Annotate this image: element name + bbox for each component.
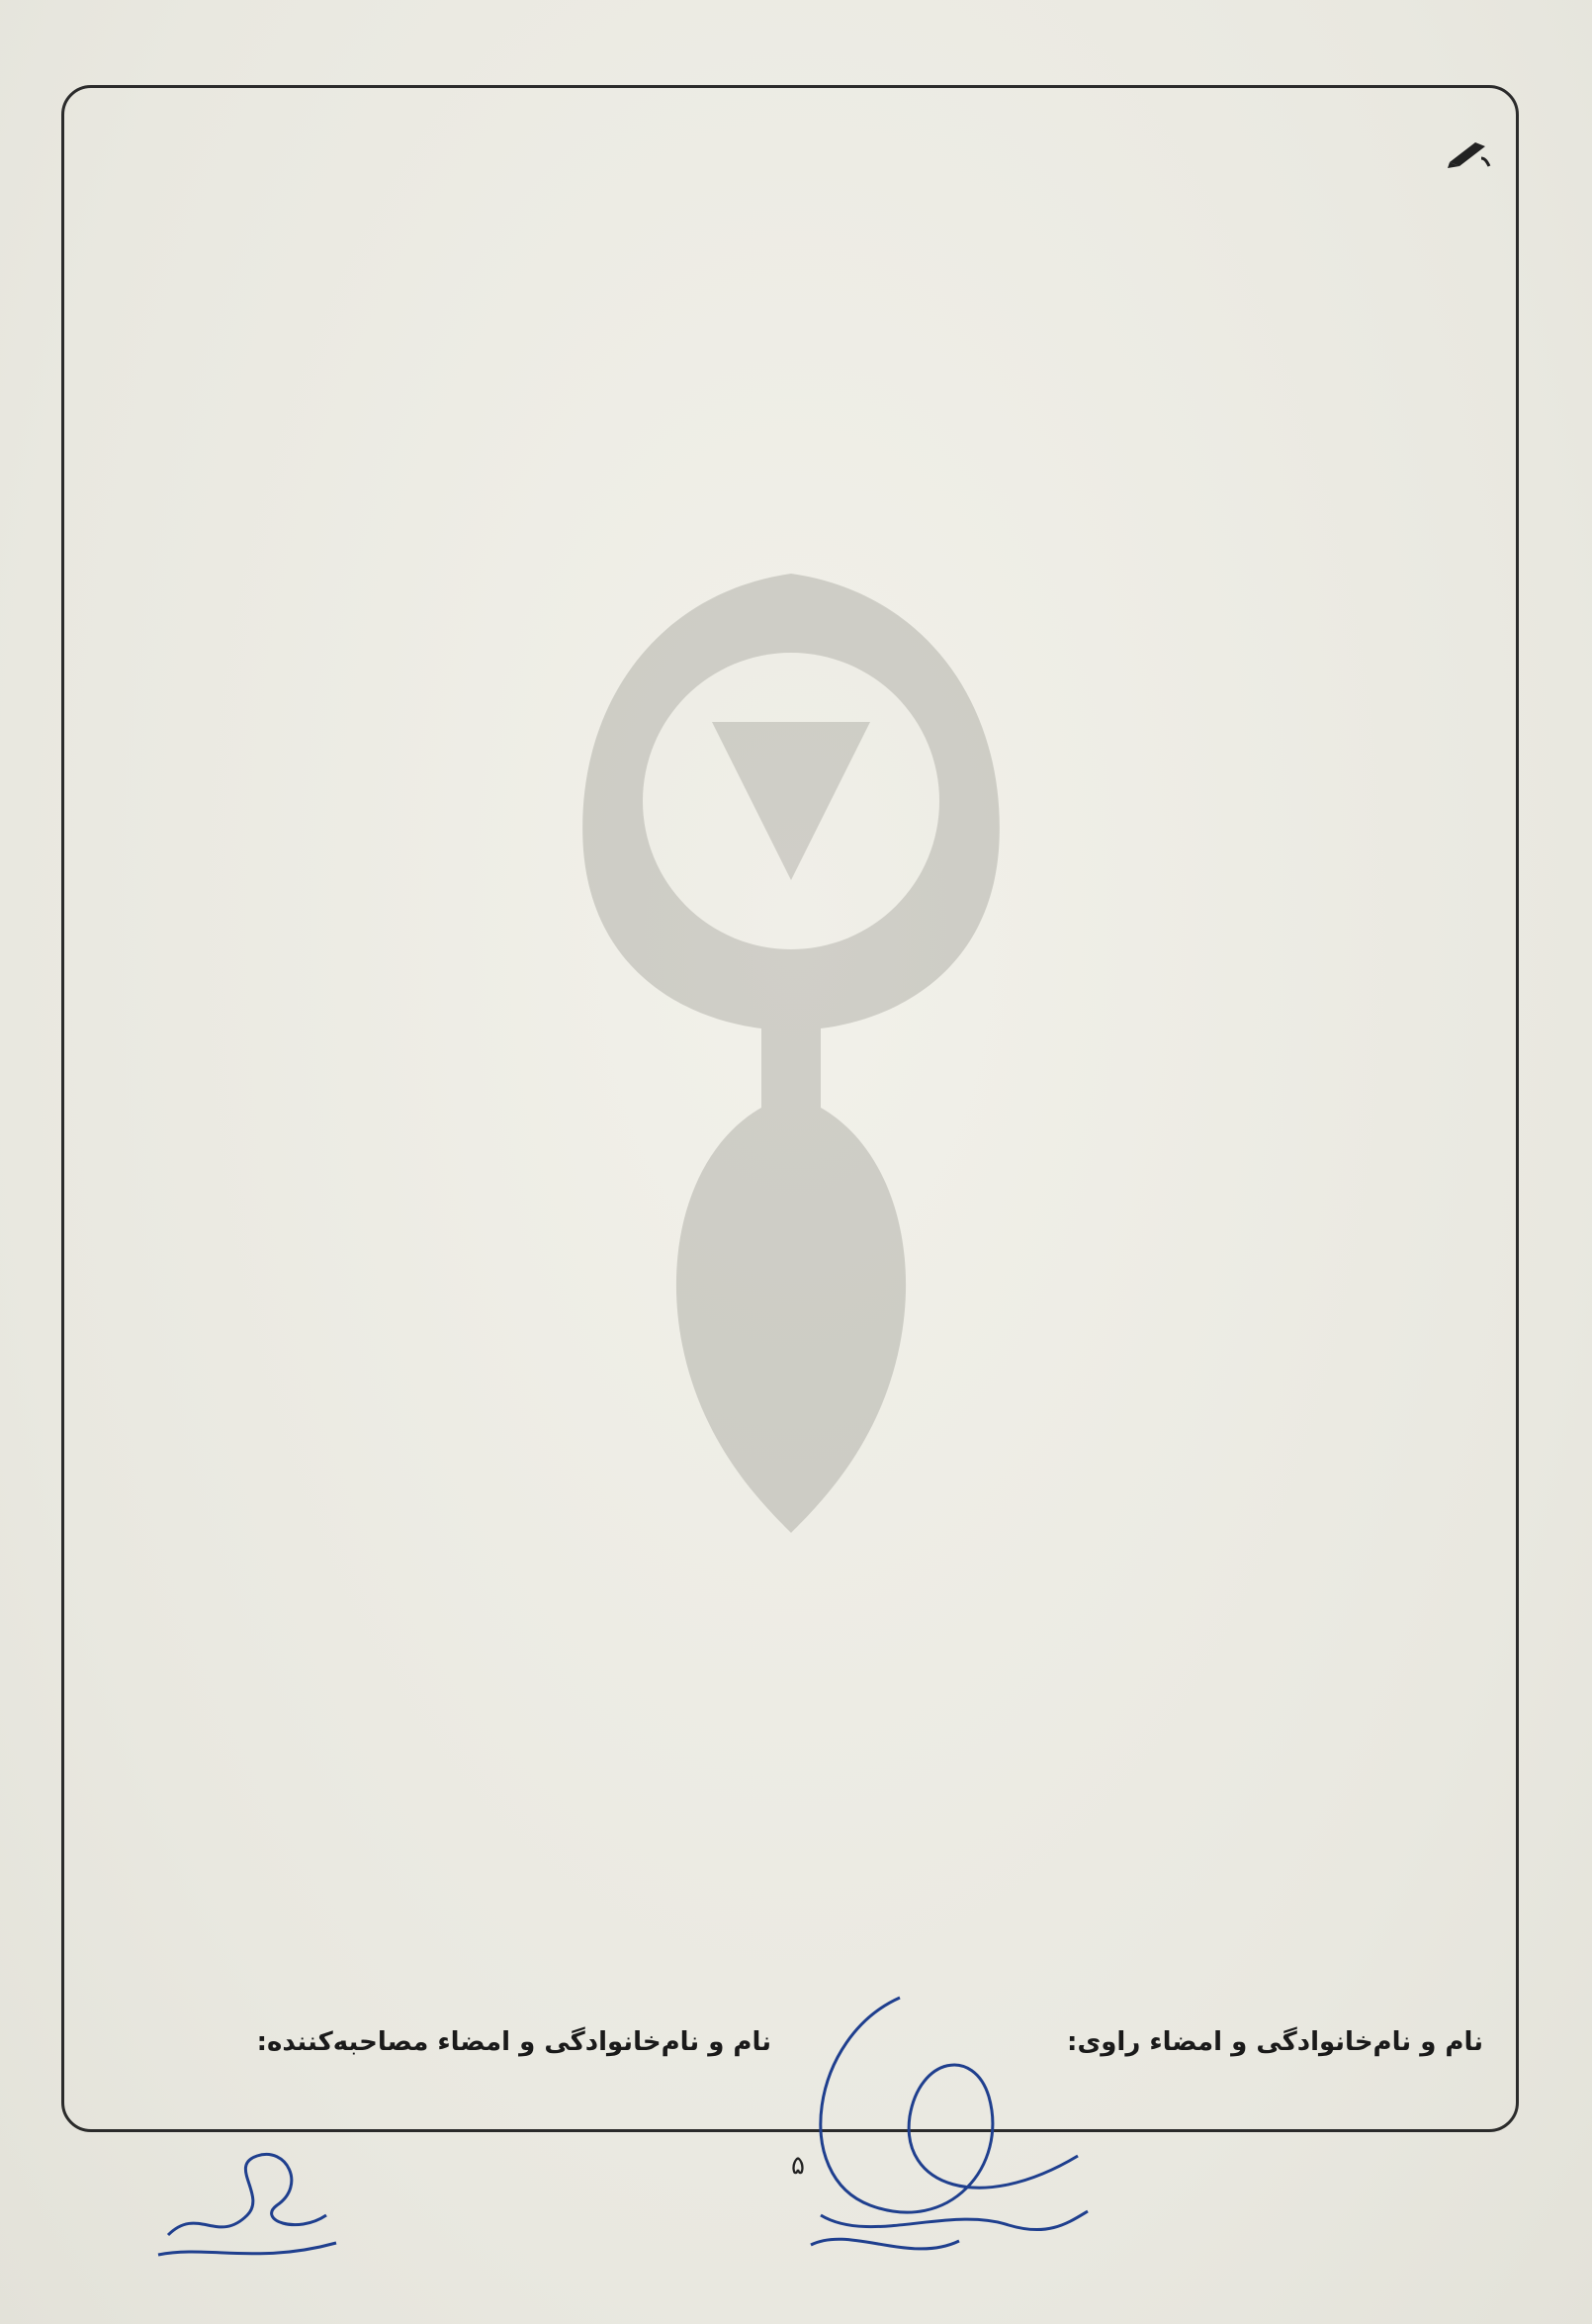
- content-frame: [61, 85, 1519, 2132]
- narrator-signature-label: نام و نام‌خانوادگی و امضاء راوی:: [1067, 2027, 1483, 2057]
- pen-icon: [1446, 136, 1491, 170]
- interviewer-signature-label: نام و نام‌خانوادگی و امضاء مصاحبه‌کننده:: [256, 2027, 771, 2057]
- page-number: ۵: [791, 2151, 805, 2181]
- narrator-signature: [138, 2126, 356, 2275]
- interviewer-signature: [752, 1978, 1107, 2275]
